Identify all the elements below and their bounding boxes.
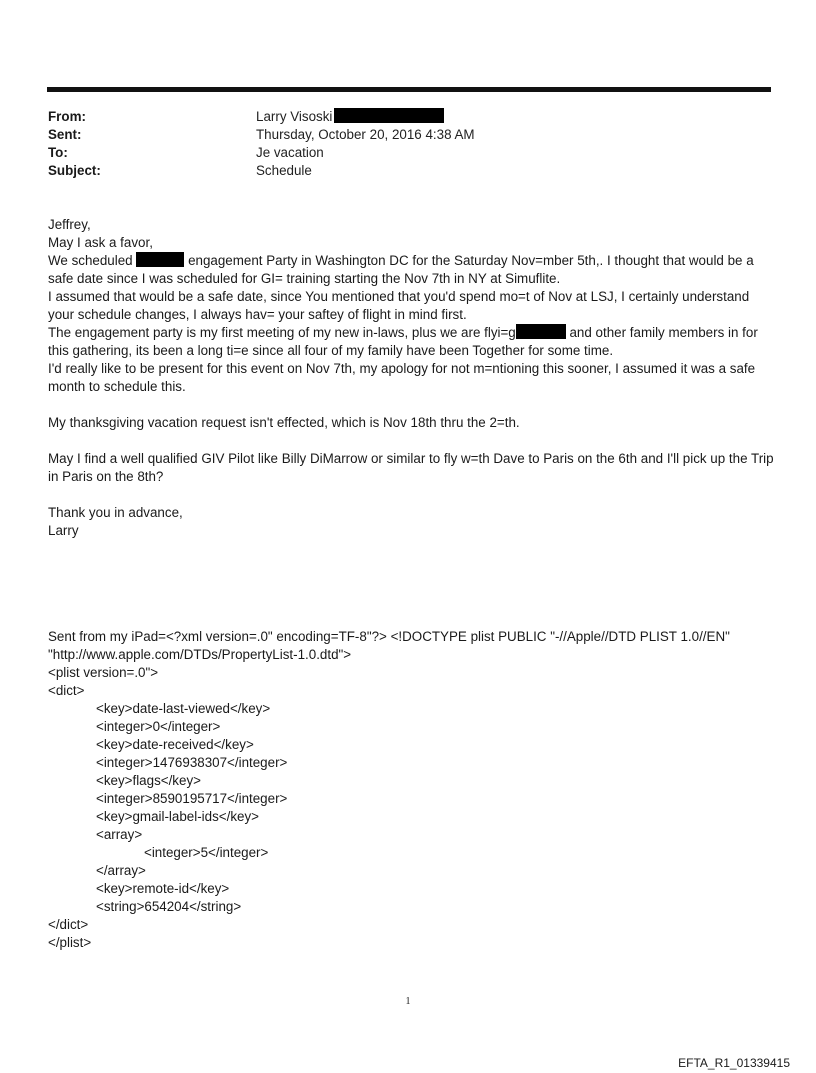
plist-line: <key>remote-id</key> <box>96 881 230 896</box>
closing: Thank you in advance, <box>48 505 183 520</box>
plist-line: Sent from my iPad=<?xml version=.0" encoding=TF-8"?> <!DOCTYPE plist PUBLIC "-//Apple//DTD PLIST 1.0//EN" <box>48 629 730 644</box>
email-body <box>48 216 778 540</box>
body-text: The engagement party is my first meeting of my new in-laws, plus we are flyi=g <box>48 325 516 340</box>
from-name: Larry Visoski <box>256 109 333 124</box>
plist-line: </dict> <box>48 917 89 932</box>
page-number: 1 <box>405 996 411 1007</box>
plist-line: <plist version=.0"> <box>48 665 159 680</box>
plist-line: <integer>0</integer> <box>96 719 221 734</box>
body-text: We scheduled <box>48 253 137 268</box>
plist-line: <array> <box>96 827 143 842</box>
plist-line: "http://www.apple.com/DTDs/PropertyList-1.0.dtd"> <box>48 647 352 662</box>
signature: Larry <box>48 523 79 538</box>
to-value: Je vacation <box>256 145 324 160</box>
plist-line: <key>flags</key> <box>96 773 201 788</box>
redaction-box <box>516 324 566 339</box>
plist-line: <key>gmail-label-ids</key> <box>96 809 260 824</box>
subject-row <box>48 162 475 180</box>
sent-value: Thursday, October 20, 2016 4:38 AM <box>256 127 475 142</box>
sent-label: Sent: <box>48 127 82 142</box>
body-paragraph <box>48 252 778 288</box>
body-text: engagement Party in Washington DC for the Saturday Nov=mber 5th,. I thought that would be a safe date since I was scheduled for GI= training starting the Nov 7th in NY at Simuflite. <box>48 253 754 286</box>
header-rule <box>47 87 771 92</box>
plist-line: <integer>5</integer> <box>144 845 269 860</box>
body-paragraph <box>48 324 778 360</box>
body-paragraph: May I find a well qualified GIV Pilot like Billy DiMarrow or similar to fly w=th Dave to Paris on the 6th and I'll pick up the Trip in Paris on the 8th? <box>48 451 774 484</box>
from-row <box>48 108 475 126</box>
to-label: To: <box>48 145 68 160</box>
plist-line: <key>date-last-viewed</key> <box>96 701 271 716</box>
to-row <box>48 144 475 162</box>
plist-line: </array> <box>96 863 146 878</box>
redaction-box <box>136 252 184 267</box>
subject-label: Subject: <box>48 163 101 178</box>
plist-line: <integer>1476938307</integer> <box>96 755 288 770</box>
plist-line: </plist> <box>48 935 92 950</box>
from-value <box>256 108 444 126</box>
body-paragraph: I assumed that would be a safe date, since You mentioned that you'd spend mo=t of Nov at LSJ, I certainly understand your schedule changes, I always hav= your saftey of flight in mind first. <box>48 289 750 322</box>
plist-line: <key>date-received</key> <box>96 737 254 752</box>
body-paragraph: I'd really like to be present for this event on Nov 7th, my apology for not m=ntioning this sooner, I assumed it was a safe month to schedule this. <box>48 361 756 394</box>
subject-value: Schedule <box>256 163 312 178</box>
body-paragraph: My thanksgiving vacation request isn't effected, which is Nov 18th thru the 2=th. <box>48 415 520 430</box>
from-label: From: <box>48 109 86 124</box>
sent-row <box>48 126 475 144</box>
plist-line: <string>654204</string> <box>96 899 242 914</box>
body-line: May I ask a favor, <box>48 235 153 250</box>
plist-block <box>48 628 778 952</box>
bates-number: EFTA_R1_01339415 <box>678 1056 790 1070</box>
plist-line: <integer>8590195717</integer> <box>96 791 288 806</box>
email-header <box>48 108 475 180</box>
redaction-box <box>334 108 444 123</box>
body-text: and other family members in for this gathering, its been a long ti=e since all four of my family have been Together for some time. <box>48 325 758 358</box>
greeting: Jeffrey, <box>48 217 91 232</box>
plist-line: <dict> <box>48 683 85 698</box>
